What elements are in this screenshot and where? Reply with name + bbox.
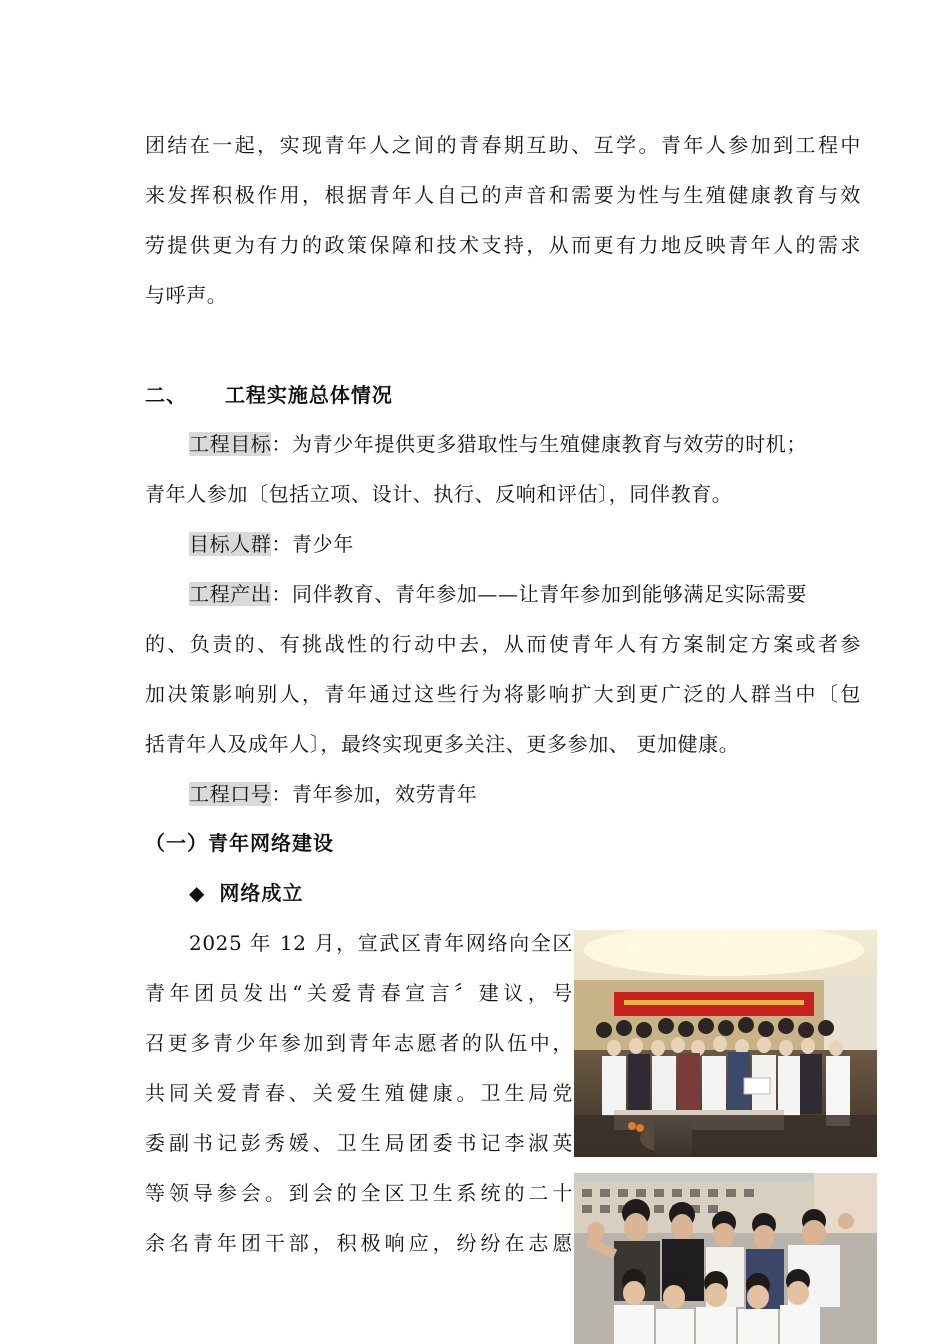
bullet-heading: [189, 878, 303, 908]
network-line-3: 召更多青少年参加到青年志愿者的队伍中，: [145, 1031, 573, 1055]
intro-line-3: 劳提供更为有力的政策保障和技术支持，从而更有力地反映青年人的需求: [145, 233, 861, 257]
intro-line-4: 与呼声。: [145, 283, 228, 307]
output-line: [189, 579, 807, 609]
output-label: 工程产出: [189, 582, 272, 606]
section-title: 工程实施总体情况: [224, 383, 393, 407]
outdoor-group-photo: [574, 1173, 877, 1344]
target-text: ：青少年: [271, 532, 354, 556]
section-heading: [145, 380, 393, 410]
network-line-7: 余名青年团干部，积极响应，纷纷在志愿: [145, 1231, 573, 1255]
slogan-label: 工程口号: [189, 782, 272, 806]
output-text: ：同伴教育、青年参加——让青年参加到能够满足实际需要: [271, 582, 808, 606]
output-line-4: 括青年人及成年人〕，最终实现更多关注、更多参加、 更加健康。: [145, 732, 740, 756]
network-line-1: 2025 年 12 月，宣武区青年网络向全区: [189, 931, 573, 955]
output-line-3: 加决策影响别人，青年通过这些行为将影响扩大到更广泛的人群当中〔包: [145, 682, 861, 706]
slogan-text: ：青年参加，效劳青年: [271, 782, 478, 806]
target-label: 目标人群: [189, 532, 272, 556]
subsection-heading: （一）青年网络建设: [145, 831, 334, 855]
network-line-4: 共同关爱青春、关爱生殖健康。卫生局党: [145, 1081, 573, 1105]
goal-text: ：为青少年提供更多猎取性与生殖健康教育与效劳的时机；: [271, 432, 808, 456]
target-line: [189, 529, 354, 559]
bullet-text: 网络成立: [219, 881, 304, 905]
section-number: 二、: [145, 383, 187, 407]
slogan-line: [189, 779, 477, 809]
output-line-2: 的、负责的、有挑战性的行动中去，从而使青年人有方案制定方案或者参: [145, 632, 861, 656]
goal-label: 工程目标: [189, 432, 272, 456]
diamond-bullet-icon: ◆: [189, 881, 206, 905]
network-line-5: 委副书记彭秀媛、卫生局团委书记李淑英: [145, 1131, 573, 1155]
goal-line-2: 青年人参加〔包括立项、设计、执行、反响和评估〕，同伴教育。: [145, 482, 733, 506]
intro-line-2: 来发挥积极作用，根据青年人自己的声音和需要为性与生殖健康教育与效: [145, 183, 861, 207]
network-line-2: 青年团员发出“关爱青春宣言〞建议，号: [145, 981, 573, 1005]
intro-line-1: 团结在一起，实现青年人之间的青春期互助、互学。青年人参加到工程中: [145, 133, 861, 157]
network-line-6: 等领导参会。到会的全区卫生系统的二十: [145, 1181, 573, 1205]
meeting-group-photo: [574, 930, 877, 1157]
goal-line: [189, 429, 807, 459]
